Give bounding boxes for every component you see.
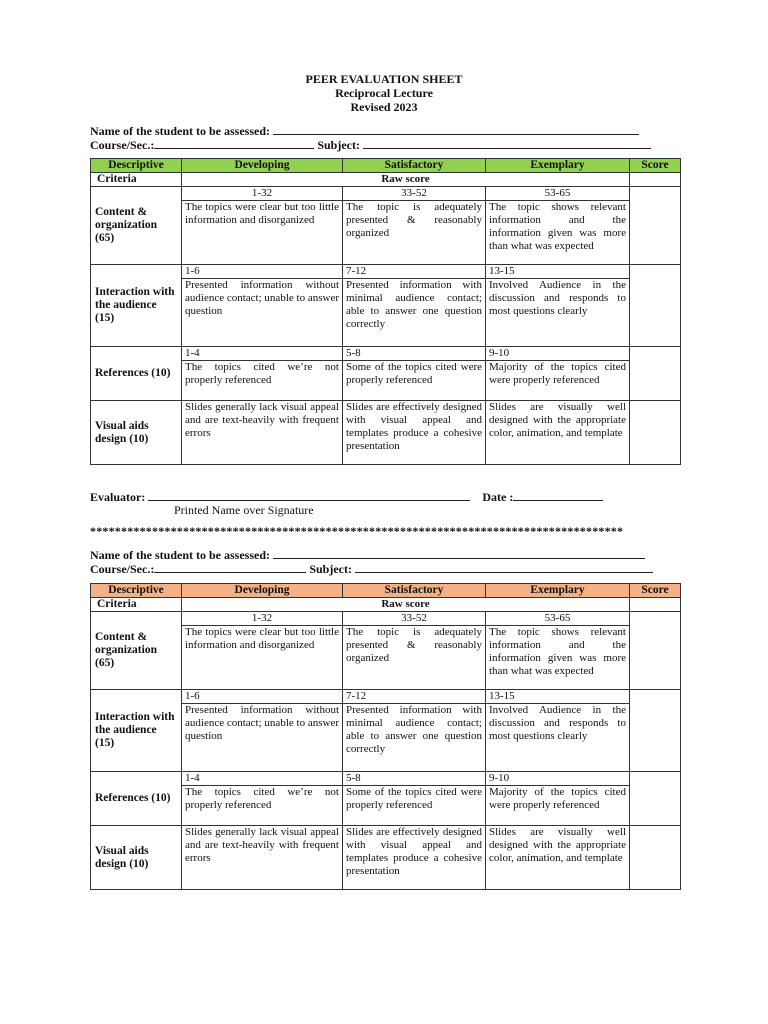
range-developing: 1-6 [182, 690, 343, 704]
document-title: PEER EVALUATION SHEET [305, 72, 463, 86]
range-exemplary: 9-10 [486, 772, 630, 786]
course-blank[interactable] [154, 137, 314, 149]
range-developing: 1-4 [182, 772, 343, 786]
range-exemplary: 13-15 [486, 690, 630, 704]
rubric-header-row [91, 584, 681, 598]
page-separator: ************************************************************************************** [90, 524, 624, 538]
header-satisfactory: Satisfactory [343, 159, 486, 173]
desc-satisfactory: The topic is adequately presented & reasonably organized [343, 201, 486, 265]
student-name-field[interactable] [90, 123, 639, 138]
subject-label: Subject: [309, 562, 352, 576]
criteria-label: Criteria [91, 598, 182, 612]
range-row [91, 347, 681, 361]
range-exemplary: 53-65 [486, 187, 630, 201]
range-exemplary: 13-15 [486, 265, 630, 279]
range-row [91, 690, 681, 704]
header-satisfactory: Satisfactory [343, 584, 486, 598]
desc-developing: The topics cited we’re not properly referenced [182, 361, 343, 401]
desc-satisfactory: Slides are effectively designed with visual appeal and templates produce a cohesive presentation [343, 401, 486, 465]
raw-score-label: Raw score [182, 173, 630, 187]
criteria-row [91, 598, 681, 612]
range-row [91, 265, 681, 279]
student-name-blank[interactable] [273, 123, 639, 135]
desc-exemplary: Majority of the topics cited were properly referenced [486, 361, 630, 401]
header-score: Score [630, 584, 681, 598]
descriptor-row [91, 826, 681, 890]
subject-label: Subject: [317, 138, 360, 152]
criterion-interaction: Interaction with the audience (15) [91, 690, 182, 772]
header-developing: Developing [182, 584, 343, 598]
range-developing: 1-32 [182, 612, 343, 626]
score-cell[interactable] [630, 690, 681, 772]
criterion-interaction: Interaction with the audience (15) [91, 265, 182, 347]
criteria-label: Criteria [91, 173, 182, 187]
document-revision: Revised 2023 [350, 100, 418, 114]
score-cell[interactable] [630, 187, 681, 265]
range-satisfactory: 5-8 [343, 772, 486, 786]
date-blank[interactable] [513, 489, 603, 501]
range-row [91, 612, 681, 626]
range-row [91, 772, 681, 786]
desc-developing: Slides generally lack visual appeal and are text-heavily with frequent errors [182, 401, 343, 465]
header-descriptive: Descriptive [91, 159, 182, 173]
desc-developing: Presented information without audience contact; unable to answer question [182, 704, 343, 772]
evaluator-field[interactable] [90, 489, 603, 504]
desc-developing: The topics cited we’re not properly referenced [182, 786, 343, 826]
header-exemplary: Exemplary [486, 584, 630, 598]
header-descriptive: Descriptive [91, 584, 182, 598]
header-exemplary: Exemplary [486, 159, 630, 173]
score-cell[interactable] [630, 401, 681, 465]
descriptor-row [91, 401, 681, 465]
score-cell[interactable] [630, 265, 681, 347]
range-satisfactory: 33-52 [343, 612, 486, 626]
score-cell[interactable] [630, 347, 681, 401]
student-name-label: Name of the student to be assessed: [90, 548, 270, 562]
criterion-references: References (10) [91, 772, 182, 826]
desc-exemplary: Slides are visually well designed with the appropriate color, animation, and template [486, 401, 630, 465]
evaluator-blank[interactable] [148, 489, 470, 501]
score-cell[interactable] [630, 772, 681, 826]
range-developing: 1-6 [182, 265, 343, 279]
desc-exemplary: The topic shows relevant information and the information given was more than what was expected [486, 626, 630, 690]
rubric-table-1 [90, 158, 681, 465]
criteria-row [91, 173, 681, 187]
raw-score-label: Raw score [182, 598, 630, 612]
range-satisfactory: 5-8 [343, 347, 486, 361]
desc-exemplary: The topic shows relevant information and the information given was more than what was expected [486, 201, 630, 265]
desc-developing: Presented information without audience contact; unable to answer question [182, 279, 343, 347]
desc-exemplary: Slides are visually well designed with the appropriate color, animation, and template [486, 826, 630, 890]
evaluator-label: Evaluator: [90, 490, 146, 504]
header-developing: Developing [182, 159, 343, 173]
range-exemplary: 9-10 [486, 347, 630, 361]
course-label: Course/Sec.: [90, 138, 155, 152]
criterion-content: Content & organization (65) [91, 187, 182, 265]
student-name-label: Name of the student to be assessed: [90, 124, 270, 138]
score-cell[interactable] [630, 173, 681, 187]
range-developing: 1-4 [182, 347, 343, 361]
course-label: Course/Sec.: [90, 562, 155, 576]
printed-name-caption: Printed Name over Signature [174, 503, 314, 517]
range-satisfactory: 7-12 [343, 690, 486, 704]
desc-exemplary: Involved Audience in the discussion and responds to most questions clearly [486, 279, 630, 347]
desc-developing: The topics were clear but too little information and disorganized [182, 626, 343, 690]
criterion-references: References (10) [91, 347, 182, 401]
score-cell[interactable] [630, 826, 681, 890]
desc-satisfactory: Some of the topics cited were properly referenced [343, 786, 486, 826]
rubric-header-row [91, 159, 681, 173]
desc-satisfactory: Some of the topics cited were properly referenced [343, 361, 486, 401]
desc-exemplary: Involved Audience in the discussion and responds to most questions clearly [486, 704, 630, 772]
desc-developing: The topics were clear but too little information and disorganized [182, 201, 343, 265]
desc-satisfactory: Presented information with minimal audience contact; able to answer one question correctly [343, 279, 486, 347]
date-label: Date : [482, 490, 514, 504]
document-subtitle: Reciprocal Lecture [335, 86, 433, 100]
criterion-content: Content & organization (65) [91, 612, 182, 690]
student-name-blank[interactable] [273, 547, 645, 559]
range-satisfactory: 7-12 [343, 265, 486, 279]
desc-satisfactory: The topic is adequately presented & reasonably organized [343, 626, 486, 690]
range-row [91, 187, 681, 201]
range-satisfactory: 33-52 [343, 187, 486, 201]
desc-satisfactory: Slides are effectively designed with visual appeal and templates produce a cohesive presentation [343, 826, 486, 890]
student-name-field[interactable] [90, 547, 645, 562]
criterion-visual-aids: Visual aids design (10) [91, 401, 182, 465]
course-subject-field[interactable] [90, 137, 651, 152]
subject-blank[interactable] [363, 137, 651, 149]
desc-exemplary: Majority of the topics cited were properly referenced [486, 786, 630, 826]
course-subject-field[interactable] [90, 561, 653, 576]
rubric-table-2 [90, 583, 681, 890]
criterion-visual-aids: Visual aids design (10) [91, 826, 182, 890]
desc-developing: Slides generally lack visual appeal and are text-heavily with frequent errors [182, 826, 343, 890]
course-blank[interactable] [154, 561, 306, 573]
range-developing: 1-32 [182, 187, 343, 201]
desc-satisfactory: Presented information with minimal audience contact; able to answer one question correctly [343, 704, 486, 772]
score-cell[interactable] [630, 612, 681, 690]
score-cell[interactable] [630, 598, 681, 612]
header-score: Score [630, 159, 681, 173]
range-exemplary: 53-65 [486, 612, 630, 626]
subject-blank[interactable] [355, 561, 653, 573]
